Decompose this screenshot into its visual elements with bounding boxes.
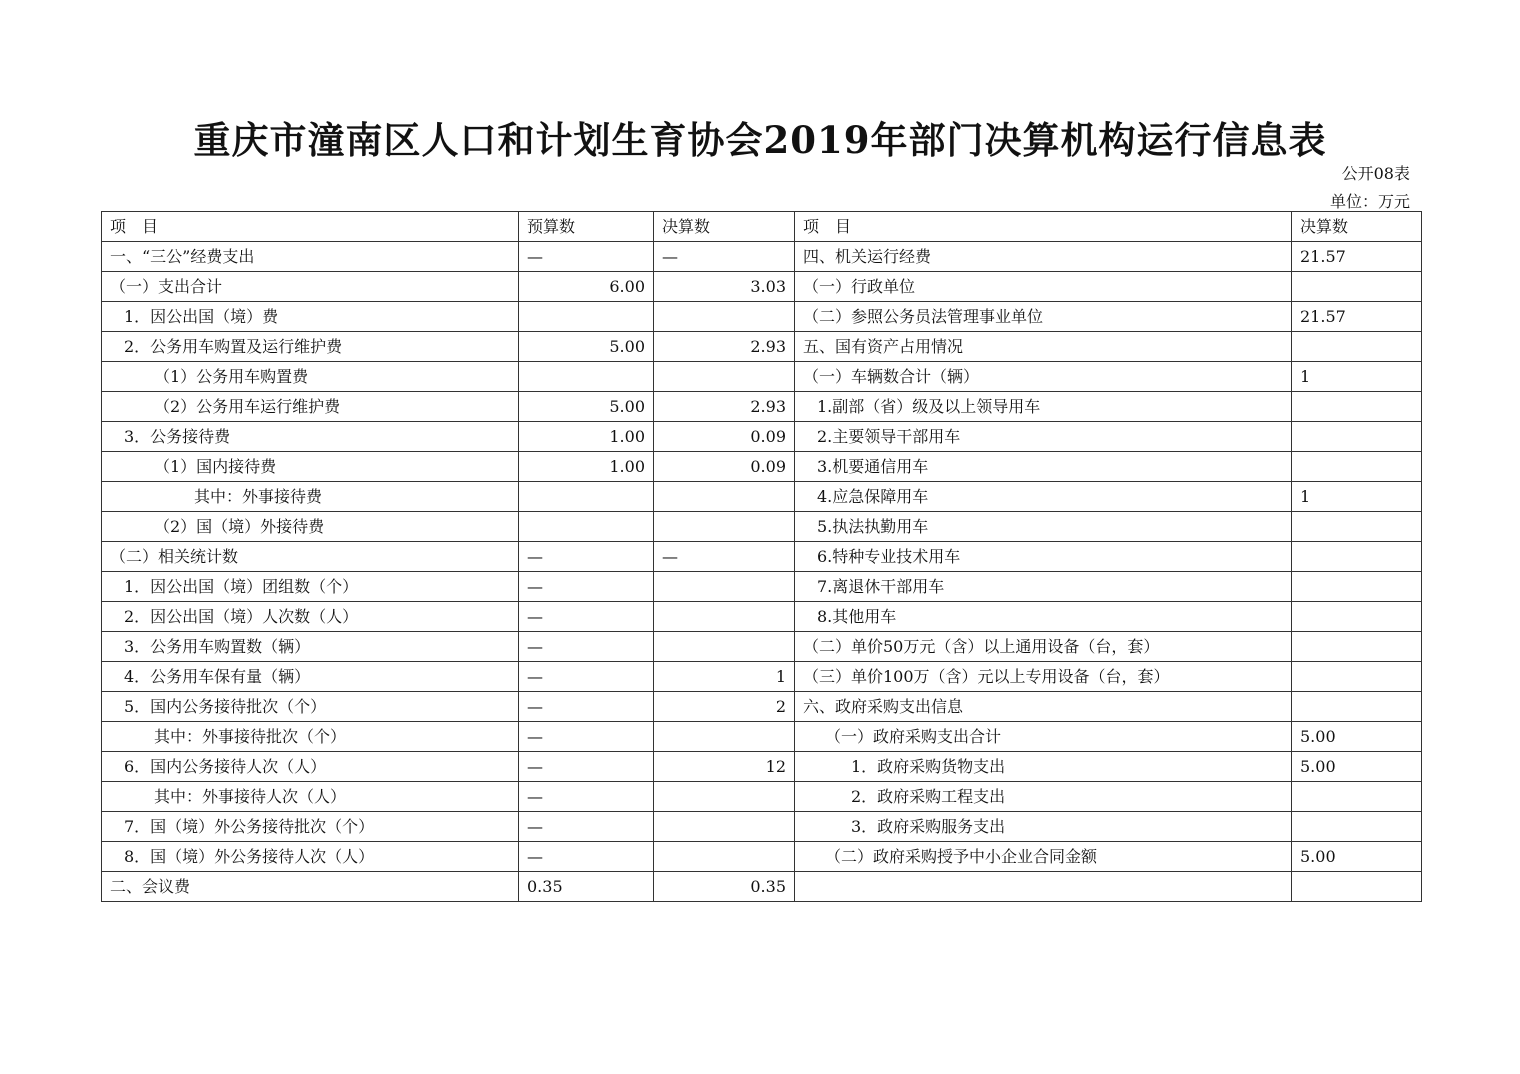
left-item-cell: 3．公务用车购置数（辆） xyxy=(102,632,519,662)
budget-cell: 5.00 xyxy=(519,332,654,362)
right-item-cell: （二）参照公务员法管理事业单位 xyxy=(795,302,1292,332)
report-table xyxy=(101,211,1422,902)
right-value-cell xyxy=(1292,392,1422,422)
right-item-cell: 3．政府采购服务支出 xyxy=(795,812,1292,842)
header-budget: 预算数 xyxy=(519,212,654,242)
table-row xyxy=(102,572,1422,602)
left-item-cell: （一）支出合计 xyxy=(102,272,519,302)
table-row xyxy=(102,302,1422,332)
right-value-cell: 5.00 xyxy=(1292,722,1422,752)
table-row xyxy=(102,452,1422,482)
final-cell xyxy=(654,362,795,392)
table-row xyxy=(102,752,1422,782)
left-item-cell: 1．因公出国（境）团组数（个） xyxy=(102,572,519,602)
header-item-right: 项 目 xyxy=(795,212,1292,242)
right-item-cell: （三）单价100万（含）元以上专用设备（台，套） xyxy=(795,662,1292,692)
budget-cell: 6.00 xyxy=(519,272,654,302)
unit-label: 单位：万元 xyxy=(1329,192,1410,211)
left-item-cell: （2）国（境）外接待费 xyxy=(102,512,519,542)
table-row xyxy=(102,782,1422,812)
final-cell: 12 xyxy=(654,752,795,782)
table-row xyxy=(102,362,1422,392)
left-item-cell: 2．公务用车购置及运行维护费 xyxy=(102,332,519,362)
final-cell: 2.93 xyxy=(654,332,795,362)
budget-cell: — xyxy=(519,842,654,872)
right-item-cell: 五、国有资产占用情况 xyxy=(795,332,1292,362)
budget-cell: — xyxy=(519,662,654,692)
right-item-cell xyxy=(795,872,1292,902)
right-item-cell: （一）行政单位 xyxy=(795,272,1292,302)
right-item-cell: 5.执法执勤用车 xyxy=(795,512,1292,542)
left-item-cell: （1）公务用车购置费 xyxy=(102,362,519,392)
right-value-cell xyxy=(1292,872,1422,902)
final-cell xyxy=(654,812,795,842)
budget-cell: — xyxy=(519,572,654,602)
left-item-cell: 2．因公出国（境）人次数（人） xyxy=(102,602,519,632)
budget-cell: 1.00 xyxy=(519,422,654,452)
right-item-cell: （一）政府采购支出合计 xyxy=(795,722,1292,752)
left-item-cell: 8．国（境）外公务接待人次（人） xyxy=(102,842,519,872)
budget-cell xyxy=(519,482,654,512)
table-row xyxy=(102,722,1422,752)
right-item-cell: 8.其他用车 xyxy=(795,602,1292,632)
page-title: 重庆市潼南区人口和计划生育协会2019年部门决算机构运行信息表 xyxy=(193,118,1327,162)
budget-cell: — xyxy=(519,812,654,842)
budget-cell: — xyxy=(519,752,654,782)
right-item-cell: 3.机要通信用车 xyxy=(795,452,1292,482)
left-item-cell: 7．国（境）外公务接待批次（个） xyxy=(102,812,519,842)
final-cell xyxy=(654,602,795,632)
final-cell: — xyxy=(654,542,795,572)
header-final-left: 决算数 xyxy=(654,212,795,242)
table-row xyxy=(102,812,1422,842)
table-row xyxy=(102,482,1422,512)
final-cell xyxy=(654,782,795,812)
budget-cell: — xyxy=(519,242,654,272)
budget-cell: — xyxy=(519,542,654,572)
right-value-cell: 5.00 xyxy=(1292,752,1422,782)
budget-cell: — xyxy=(519,782,654,812)
left-item-cell: 其中：外事接待批次（个） xyxy=(102,722,519,752)
final-cell: — xyxy=(654,242,795,272)
table-header-row xyxy=(102,212,1422,242)
final-cell xyxy=(654,572,795,602)
budget-cell: 0.35 xyxy=(519,872,654,902)
header-final-right: 决算数 xyxy=(1292,212,1422,242)
right-value-cell: 5.00 xyxy=(1292,842,1422,872)
right-value-cell xyxy=(1292,812,1422,842)
right-item-cell: 2.主要领导干部用车 xyxy=(795,422,1292,452)
right-value-cell xyxy=(1292,602,1422,632)
table-row xyxy=(102,242,1422,272)
left-item-cell: （二）相关统计数 xyxy=(102,542,519,572)
right-value-cell xyxy=(1292,332,1422,362)
budget-cell: 5.00 xyxy=(519,392,654,422)
left-item-cell: 其中：外事接待人次（人） xyxy=(102,782,519,812)
final-cell: 0.35 xyxy=(654,872,795,902)
right-value-cell: 21.57 xyxy=(1292,242,1422,272)
left-item-cell: 其中：外事接待费 xyxy=(102,482,519,512)
right-value-cell xyxy=(1292,572,1422,602)
final-cell: 2 xyxy=(654,692,795,722)
final-cell: 0.09 xyxy=(654,452,795,482)
form-code: 公开08表 xyxy=(1341,164,1410,183)
final-cell xyxy=(654,632,795,662)
right-item-cell: 6.特种专业技术用车 xyxy=(795,542,1292,572)
final-cell xyxy=(654,302,795,332)
table-row xyxy=(102,842,1422,872)
right-item-cell: （二）政府采购授予中小企业合同金额 xyxy=(795,842,1292,872)
final-cell: 0.09 xyxy=(654,422,795,452)
right-item-cell: 4.应急保障用车 xyxy=(795,482,1292,512)
final-cell xyxy=(654,722,795,752)
left-item-cell: 3．公务接待费 xyxy=(102,422,519,452)
final-cell xyxy=(654,842,795,872)
final-cell xyxy=(654,512,795,542)
right-value-cell xyxy=(1292,692,1422,722)
left-item-cell: 4．公务用车保有量（辆） xyxy=(102,662,519,692)
table-row xyxy=(102,602,1422,632)
budget-cell xyxy=(519,362,654,392)
right-item-cell: 1.副部（省）级及以上领导用车 xyxy=(795,392,1292,422)
right-item-cell: 六、政府采购支出信息 xyxy=(795,692,1292,722)
right-item-cell: （二）单价50万元（含）以上通用设备（台，套） xyxy=(795,632,1292,662)
right-value-cell xyxy=(1292,452,1422,482)
final-cell: 2.93 xyxy=(654,392,795,422)
right-value-cell xyxy=(1292,632,1422,662)
left-item-cell: 5．国内公务接待批次（个） xyxy=(102,692,519,722)
table-row xyxy=(102,392,1422,422)
left-item-cell: 二、会议费 xyxy=(102,872,519,902)
right-value-cell xyxy=(1292,272,1422,302)
final-cell: 3.03 xyxy=(654,272,795,302)
final-cell: 1 xyxy=(654,662,795,692)
right-item-cell: 四、机关运行经费 xyxy=(795,242,1292,272)
right-value-cell: 1 xyxy=(1292,482,1422,512)
budget-cell: — xyxy=(519,692,654,722)
left-item-cell: 6．国内公务接待人次（人） xyxy=(102,752,519,782)
table-row xyxy=(102,662,1422,692)
table-row xyxy=(102,872,1422,902)
header-item-left: 项 目 xyxy=(102,212,519,242)
right-item-cell: 7.离退休干部用车 xyxy=(795,572,1292,602)
table-row xyxy=(102,422,1422,452)
right-value-cell xyxy=(1292,662,1422,692)
table-row xyxy=(102,692,1422,722)
right-value-cell xyxy=(1292,512,1422,542)
right-value-cell: 1 xyxy=(1292,362,1422,392)
budget-cell: — xyxy=(519,722,654,752)
left-item-cell: 1．因公出国（境）费 xyxy=(102,302,519,332)
left-item-cell: （2）公务用车运行维护费 xyxy=(102,392,519,422)
left-item-cell: （1）国内接待费 xyxy=(102,452,519,482)
right-value-cell xyxy=(1292,422,1422,452)
right-item-cell: 2．政府采购工程支出 xyxy=(795,782,1292,812)
budget-cell xyxy=(519,302,654,332)
budget-cell xyxy=(519,512,654,542)
right-item-cell: 1．政府采购货物支出 xyxy=(795,752,1292,782)
right-item-cell: （一）车辆数合计（辆） xyxy=(795,362,1292,392)
right-value-cell xyxy=(1292,542,1422,572)
right-value-cell: 21.57 xyxy=(1292,302,1422,332)
table-row xyxy=(102,632,1422,662)
table-row xyxy=(102,272,1422,302)
table-row xyxy=(102,332,1422,362)
table-row xyxy=(102,542,1422,572)
left-item-cell: 一、“三公”经费支出 xyxy=(102,242,519,272)
budget-cell: — xyxy=(519,632,654,662)
budget-cell: 1.00 xyxy=(519,452,654,482)
final-cell xyxy=(654,482,795,512)
budget-cell: — xyxy=(519,602,654,632)
table-row xyxy=(102,512,1422,542)
right-value-cell xyxy=(1292,782,1422,812)
